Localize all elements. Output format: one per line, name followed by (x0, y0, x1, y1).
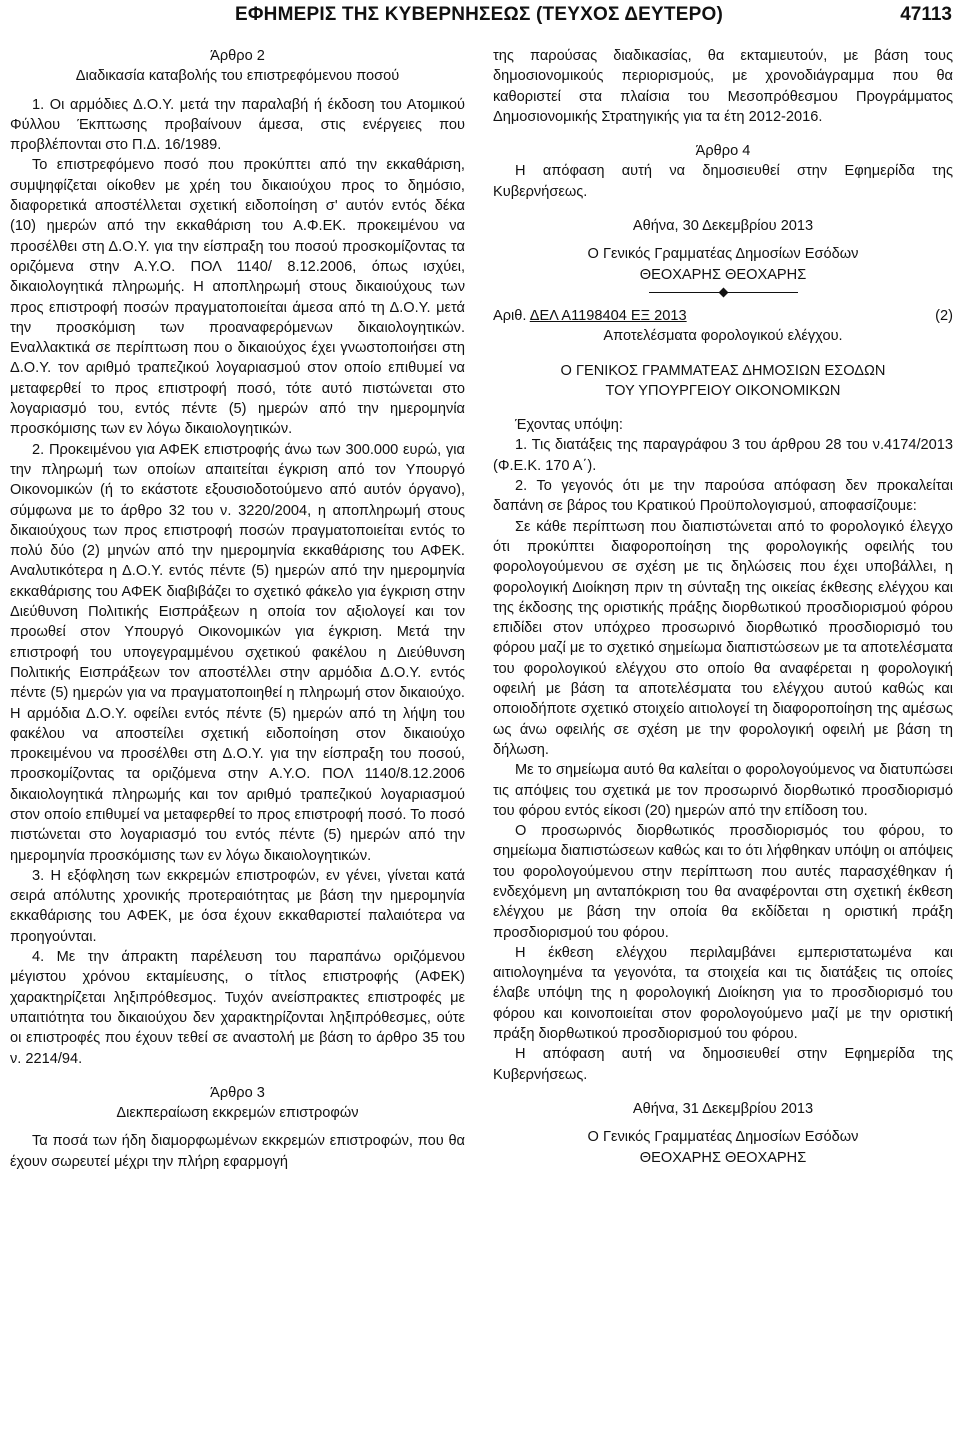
signing-date: Αθήνα, 30 Δεκεμβρίου 2013 (632, 218, 814, 235)
left-column (10, 46, 465, 1172)
article-3-subtitle: Διεκπεραίωση εκκρεμών επιστροφών (116, 1105, 359, 1122)
signing-date: Αθήνα, 31 Δεκεμβρίου 2013 (632, 1100, 814, 1117)
paragraph: 2. Το γεγονός ότι με την παρούσα απόφαση δεν προκαλείται δαπάνη σε βάρος του Κρατικού Προϋπολογισμού, αποφασίζουμε: (493, 478, 953, 515)
reference-label: Αριθ. (493, 307, 527, 324)
article-4-title: Άρθρο 4 (695, 143, 751, 160)
paragraph: 2. Προκειμένου για ΑΦΕΚ επιστροφής άνω των 300.000 ευρώ, για την πληρωμή των οποίων απαιτείται έγκριση από τον Υπουργό Οικονομικών (ή το εκάστοτε εξουσιοδοτούμενο από αυτόν όργανο), σύμφωνα με το άρθρο 32 του ν. 3220/2004, η αποπληρωμή στους δικαιούχους των προς επιστροφή ποσών πραγματοποιείται εντός το πολύ δύο (2) μηνών από την ημερομηνία εκκαθάρισης του ΑΦΕΚ. Αναλυτικότερα η Δ.Ο.Υ. εντός πέντε (5) ημερών από την ημερομηνία εκκαθάρισης του ΑΦΕΚ διαβιβάζει το σχετικό φάκελο για έγκριση στην Διεύθυνση Πολιτικής Εισπράξεων η οποία τον αξιολογεί και τον προωθεί στον Υπουργό Οικονομικών για έγκριση. Μετά την επιστροφή του υπογεγραμμένου σχετικού φακέλου η Διεύθυνση Πολιτικής Εισπράξεων τον αποστέλλει στην αρμόδια Δ.Ο.Υ. εντός πέντε (5) ημερών για να πραγματοποιηθεί η πληρωμή στον δικαιούχο. Η αρμόδια Δ.Ο.Υ. οφείλει εντός πέντε (5) ημερών από τη λήψη του φακέλου να αποστείλει σχετική ειδοποίηση στον δικαιούχο προκειμένου να προσέλθει στη Δ.Ο.Υ. για την είσπραξη του ποσού, προσκομίζοντας τα οριζόμενα στην Α.Υ.Ο. ΠΟΛ 1140/8.12.2006 δικαιολογητικά πληρωμής και τον αριθμό τραπεζικού λογαριασμού στον οποίο επιθυμεί να μεταφερθεί το προς επιστροφή ποσό. Το ποσό πιστώνεται στο λογαριασμό του εντός πέντε (5) ημερών από την ημερομηνία προσκόμισης των εν λόγω δικαιολογητικών. (10, 441, 465, 864)
signatory-name: ΘΕΟΧΑΡΗΣ ΘΕΟΧΑΡΗΣ (639, 1149, 807, 1166)
paragraph: 3. Η εξόφληση των εκκρεμών επιστροφών, εν γένει, γίνεται κατά σειρά απόλυτης χρονικής προτεραιότητας με βάση την ημερομηνία εκκαθάρισης του ΑΦΕΚ, με όσα έχουν εκκαθαριστεί παλαιότερα να προηγούνται. (10, 867, 465, 945)
paragraph: 1. Τις διατάξεις της παραγράφου 3 του άρθρου 28 του ν.4174/2013 (Φ.Ε.Κ. 170 Α΄). (493, 437, 953, 474)
paragraph: Σε κάθε περίπτωση που διαπιστώνεται από το φορολογικό έλεγχο ότι προκύπτει διαφοροποίηση της φορολογικής οφειλής του φορολογούμενου σε σχέση με τις δηλώσεις που έχει υποβάλλει, η φορολογική Διοίκηση πριν τη σύνταξη της οικείας έκθεσης ελέγχου και της έκδοσης της οριστικής πράξης διορθωτικού προσδιορισμού φόρου επιδίδει στον υπόχρεο προσωρινό διορθωτικό προσδιορισμό του φόρου μαζί με το σχετικό σημείωμα διαπιστώσεων με τα αποτελέσματα του φορολογικού ελέγχου στο οποίο θα αναφέρεται η φορολογική οφειλή με βάση τα αποτελέσματα του ελέγχου αυτού καθώς και οποιοδήποτε σχετικό στοιχείο αιτιολογεί τη διαφοροποίηση της αμέσως ως άνω οφειλής σε σχέση με την φορολογική οφειλή με βάση τη δήλωση. (493, 518, 953, 758)
diamond-icon (718, 288, 728, 298)
decision-reference (493, 306, 953, 326)
paragraph: της παρούσας διαδικασίας, θα εκταμιευτούν, με βάση τους δημοσιονομικούς περιορισμούς, με χρονοδιάγραμμα που θα καθοριστεί στα πλαίσια του Μεσοπρόθεσμου Προγράμματος Δημοσιονομικής Στρατηγικής για τα έτη 2012-2016. (493, 48, 953, 125)
article-3-title: Άρθρο 3 (210, 1084, 265, 1101)
page-header (0, 0, 960, 34)
paragraph: Η απόφαση αυτή να δημοσιευθεί στην Εφημερίδα της Κυβερνήσεως. (493, 163, 953, 200)
paragraph: Τα ποσά των ήδη διαμορφωμένων εκκρεμών επιστροφών, που θα έχουν σωρευτεί μέχρι την πλήρη εφαρμογή (10, 1133, 465, 1170)
paragraph: Η απόφαση αυτή να δημοσιευθεί στην Εφημερίδα της Κυβερνήσεως. (493, 1046, 953, 1083)
article-2-subtitle: Διαδικασία καταβολής του επιστρεφόμενου ποσού (75, 68, 400, 85)
reference-number: ΔΕΛ Α1198404 ΕΞ 2013 (529, 307, 687, 324)
paragraph: Το επιστρεφόμενο ποσό που προκύπτει από την εκκαθάριση, συμψηφίζεται οίκοθεν με χρέη του δικαιούχου προς το δημόσιο, διαφορετικά αποστέλλεται σχετική ειδοποίηση σ' αυτόν εντός δέκα (10) ημερών από την εκκαθάριση του Α.Φ.ΕΚ. προκειμένου να προσέλθει στη Δ.Ο.Υ. για την είσπραξη του ποσού προσκομίζοντας τα οριζόμενα στην Α.Υ.Ο. ΠΟΛ 1140/ 8.12.2006, όπως ισχύει, δικαιολογητικά πληρωμής. Η αποπληρωμή στους δικαιούχους των προς επιστροφή ποσών πραγματοποιείται άμεσα από τη Δ.Ο.Υ. μετά την προσκόμιση των προαναφερόμενων δικαιολογητικών. Εναλλακτικά σε περίπτωση που ο δικαιούχος έχει γνωστοποιήσει στη Δ.Ο.Υ. τον αριθμό τραπεζικού λογαριασμού στον οποίο επιθυμεί να μεταφερθεί το προς επιστροφή ποσό, τότε αυτό πιστώνεται στο λογαριασμό του, εντός πέντε (5) ημερών από την ημερομηνία προσκόμισης των εν λόγω δικαιολογητικών. (10, 157, 465, 438)
authority-line: Ο ΓΕΝΙΚΟΣ ΓΡΑΜΜΑΤΕΑΣ ΔΗΜΟΣΙΩΝ ΕΣΟΔΩΝ (560, 362, 886, 379)
right-column (493, 46, 953, 1168)
page-number: 47113 (900, 4, 952, 25)
paragraph: 1. Οι αρμόδιες Δ.Ο.Υ. μετά την παραλαβή ή έκδοση του Ατομικού Φύλλου Έκπτωσης προβαίνουν άμεσα, στις ενέργειες που προβλέπονται στο Π.Δ. 16/1989. (10, 96, 465, 154)
gazette-title: ΕΦΗΜΕΡΙΣ ΤΗΣ ΚΥΒΕΡΝΗΣΕΩΣ (ΤΕΥΧΟΣ ΔΕΥΤΕΡΟ) (235, 4, 723, 25)
paragraph: 4. Με την άπρακτη παρέλευση του παραπάνω οριζόμενου μέγιστου χρόνου εκταμίευσης, ο τίτλος επιστροφής (ΑΦΕΚ) χαρακτηρίζεται ληξιπρόθεσμος. Τυχόν ανείσπρακτες επιστροφές με υπαιτιότητα του δικαιούχου δεν χαρακτηρίζονται ληξιπρόθεσμες, ούτε οι επιστροφές που έχουν τεθεί σε αναστολή με βάση το άρθρο 35 του ν. 2214/94. (10, 949, 465, 1067)
authority-line: ΤΟΥ ΥΠΟΥΡΓΕΙΟΥ ΟΙΚΟΝΟΜΙΚΩΝ (605, 382, 841, 399)
signatory-title: Ο Γενικός Γραμματέας Δημοσίων Εσόδων (587, 246, 859, 263)
paragraph: Η έκθεση ελέγχου περιλαμβάνει εμπεριστατωμένα και αιτιολογημένα τα γεγονότα, τα στοιχεία και τις διατάξεις τις οποίες έλαβε υπόψη της η φορολογική Διοίκηση για το προσδιορισμό του φόρου και κοινοποιείται στον φορολογούμενο μαζί με την οριστική πράξη διορθωτικού προσδιορισμού του φόρου. (493, 944, 953, 1043)
signatory-name: ΘΕΟΧΑΡΗΣ ΘΕΟΧΑΡΗΣ (639, 266, 807, 283)
reference-sequence: (2) (935, 307, 953, 324)
signatory-title: Ο Γενικός Γραμματέας Δημοσίων Εσόδων (587, 1129, 859, 1146)
section-divider (493, 289, 953, 296)
article-2-title: Άρθρο 2 (210, 48, 265, 64)
paragraph: Ο προσωρινός διορθωτικός προσδιορισμός του φόρου, το σημείωμα διαπιστώσεων καθώς και το ότι λήφθηκαν υπόψη οι απόψεις του φορολογούμενου στην περίπτωση που αυτές παρασχέθηκαν ή ενδεχόμενη μη ανταπόκριση του θα αναφέρονται στη σχετική έκθεση ελέγχου με βάση την οποία θα εκδίδεται η οριστική πράξη προσδιορισμού του φόρου. (493, 823, 953, 941)
decision-title: Αποτελέσματα φορολογικού ελέγχου. (603, 328, 843, 345)
paragraph: Με το σημείωμα αυτό θα καλείται ο φορολογούμενος να διατυπώσει τις απόψεις του σχετικά με τον προσωρινό διορθωτικό προσδιορισμό του φόρου εντός είκοσι (20) ημερών από την επίδοση του. (493, 762, 953, 819)
having-regard-label: Έχοντας υπόψη: (515, 417, 623, 434)
